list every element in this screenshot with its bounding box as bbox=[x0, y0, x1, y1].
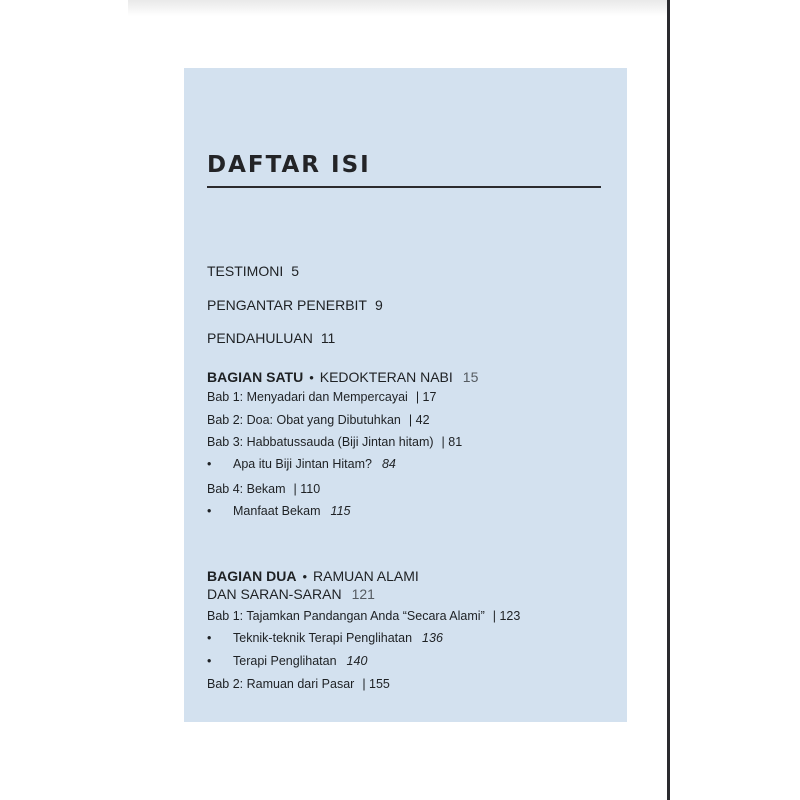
bullet-dot: • bbox=[207, 504, 212, 518]
section-entry bbox=[207, 457, 396, 471]
chapter-entry bbox=[207, 435, 462, 449]
part-two-heading-line2 bbox=[207, 586, 375, 602]
part-page: 121 bbox=[351, 586, 375, 602]
entry-page: 11 bbox=[320, 330, 336, 346]
entry-page: 115 bbox=[330, 504, 351, 518]
entry-label: Bab 1: Tajamkan Pandangan Anda “Secara Alami” bbox=[207, 609, 485, 623]
part-name: KEDOKTERAN NABI bbox=[319, 369, 453, 385]
part-page: 15 bbox=[462, 369, 479, 385]
toc-title: DAFTAR ISI bbox=[207, 152, 371, 178]
chapter-entry bbox=[207, 609, 520, 623]
entry-page: 9 bbox=[375, 297, 383, 313]
part-one-heading bbox=[207, 369, 478, 385]
entry-label: TESTIMONI bbox=[207, 263, 284, 279]
entry-label: Bab 2: Ramuan dari Pasar bbox=[207, 677, 355, 691]
part-label: BAGIAN DUA bbox=[207, 568, 297, 584]
entry-page: | 110 bbox=[293, 482, 321, 496]
entry-page: | 17 bbox=[415, 390, 437, 404]
entry-page: 140 bbox=[346, 654, 368, 668]
chapter-entry bbox=[207, 413, 430, 427]
previous-page-shadow bbox=[128, 0, 668, 16]
entry-label: Bab 3: Habbatussauda (Biji Jintan hitam) bbox=[207, 435, 434, 449]
toc-entry-pengantar-penerbit bbox=[207, 297, 383, 313]
part-bullet: • bbox=[309, 370, 314, 385]
part-name-line2: DAN SARAN-SARAN bbox=[207, 586, 342, 602]
bullet-dot: • bbox=[207, 654, 212, 668]
entry-label: Apa itu Biji Jintan Hitam? bbox=[233, 457, 372, 471]
title-underline bbox=[207, 186, 601, 188]
entry-page: | 123 bbox=[492, 609, 521, 623]
entry-label: PENGANTAR PENERBIT bbox=[207, 297, 367, 313]
entry-page: 84 bbox=[381, 457, 396, 471]
page-edge-line bbox=[667, 0, 670, 800]
bullet-dot: • bbox=[207, 631, 212, 645]
entry-label: Bab 4: Bekam bbox=[207, 482, 286, 496]
chapter-entry bbox=[207, 677, 390, 691]
part-two-heading bbox=[207, 568, 419, 584]
entry-page: 136 bbox=[422, 631, 443, 645]
entry-label: Bab 1: Menyadari dan Mempercayai bbox=[207, 390, 408, 404]
entry-page: 5 bbox=[291, 263, 300, 279]
entry-label: Teknik-teknik Terapi Penglihatan bbox=[233, 631, 413, 645]
entry-label: Terapi Penglihatan bbox=[233, 654, 337, 668]
bullet-dot: • bbox=[207, 457, 212, 471]
section-entry bbox=[207, 631, 443, 645]
part-name: RAMUAN ALAMI bbox=[313, 568, 419, 584]
chapter-entry bbox=[207, 482, 320, 496]
toc-entry-testimoni bbox=[207, 263, 299, 279]
entry-page: | 42 bbox=[408, 413, 430, 427]
section-entry bbox=[207, 654, 367, 668]
entry-label: PENDAHULUAN bbox=[207, 330, 313, 346]
entry-label: Bab 2: Doa: Obat yang Dibutuhkan bbox=[207, 413, 401, 427]
part-label: BAGIAN SATU bbox=[207, 369, 304, 385]
section-entry bbox=[207, 504, 350, 518]
entry-page: | 155 bbox=[362, 677, 390, 691]
toc-entry-pendahuluan bbox=[207, 330, 335, 346]
chapter-entry bbox=[207, 390, 436, 404]
entry-page: | 81 bbox=[441, 435, 463, 449]
part-bullet: • bbox=[302, 569, 308, 584]
entry-label: Manfaat Bekam bbox=[233, 504, 321, 518]
table-of-contents-panel bbox=[184, 68, 627, 722]
